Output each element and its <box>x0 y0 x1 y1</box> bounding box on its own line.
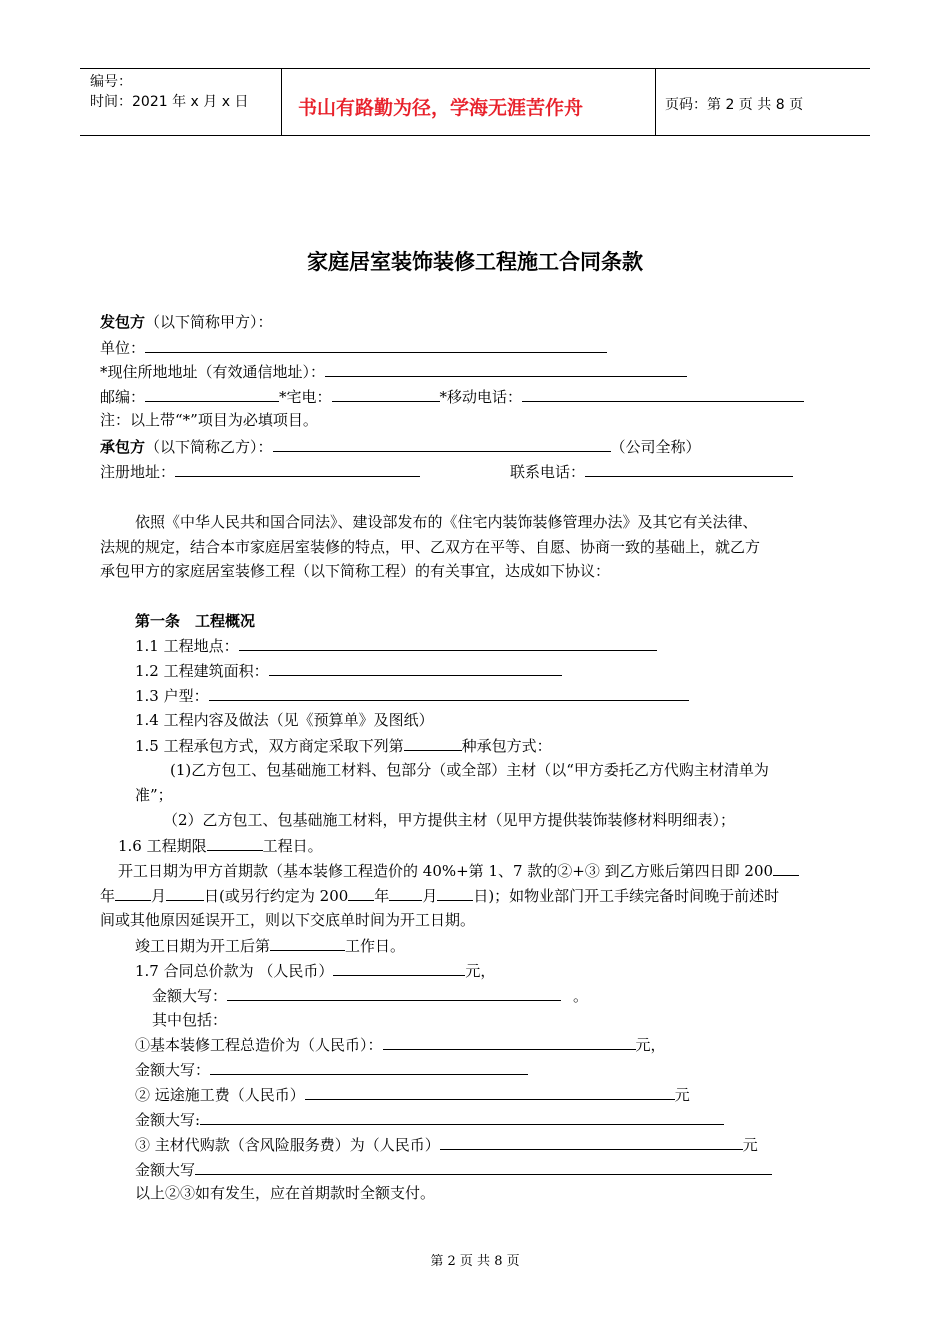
article-1-heading: 第一条 工程概况 <box>135 612 256 630</box>
alt-year-field[interactable] <box>348 885 374 901</box>
completion-line <box>135 935 405 956</box>
option-1-line-1: (1)乙方包工、包基础施工材料、包部分（或全部）主材（以“甲方委托乙方代购主材清单为 <box>170 761 769 779</box>
sub-item-1-words <box>135 1059 528 1080</box>
item-1-6-suffix: 工程日。 <box>262 837 323 855</box>
closing-note: 以上②③如有发生，应在首期款时全额支付。 <box>135 1184 436 1202</box>
start-month-field[interactable] <box>115 885 151 901</box>
item-1-7-suffix: 元， <box>465 962 496 980</box>
option-2: （2）乙方包工、包基础施工材料，甲方提供主材（见甲方提供装饰装修材料明细表）； <box>163 811 736 829</box>
sub-item-2 <box>135 1084 690 1105</box>
item-1-3 <box>135 685 689 706</box>
sub-item-3-words <box>135 1159 772 1180</box>
item-1-6-label: 1.6 工程期限 <box>118 837 207 855</box>
item-1-3-label: 1.3 户型： <box>135 687 209 705</box>
amount-words-field[interactable] <box>227 985 561 1001</box>
alt-month-suffix: 月 <box>422 887 438 905</box>
contract-method-field[interactable] <box>404 735 462 751</box>
item-1-1-label: 1.1 工程地点： <box>135 637 239 655</box>
amount-words-line <box>152 985 588 1006</box>
party-b-label-suffix: （以下简称乙方）： <box>145 438 273 456</box>
start-month-suffix: 月 <box>151 887 167 905</box>
item-1-1 <box>135 635 657 656</box>
intro-line-2: 法规的规定，结合本市家庭居室装修的特点，甲、乙双方在平等、自愿、协商一致的基础上，就乙方 <box>100 538 761 556</box>
item-1-5-label: 1.5 工程承包方式，双方商定采取下列第 <box>135 737 404 755</box>
sub-item-2-words-label: 金额大写: <box>135 1111 201 1129</box>
start-date-line-3: 间或其他原因延误开工，则以下交底单时间为开工日期。 <box>100 911 476 929</box>
start-date-line-2 <box>100 885 779 906</box>
page-footer: 第 2 页 共 8 页 <box>430 1254 520 1269</box>
sub-item-1-words-label: 金额大写： <box>135 1061 211 1079</box>
sub-item-3 <box>135 1134 758 1155</box>
alt-month-field[interactable] <box>389 885 422 901</box>
mobile-label: *移动电话： <box>439 388 523 406</box>
unit-label: 单位： <box>100 339 146 357</box>
unit-field[interactable] <box>145 337 607 353</box>
amount-words-label: 金额大写： <box>152 987 228 1005</box>
sub-item-3-label: ③ 主材代购款（含风险服务费）为（人民币） <box>135 1136 440 1154</box>
home-phone-label: *宅电： <box>279 388 332 406</box>
sub-item-2-words <box>135 1109 724 1130</box>
sub-item-1-suffix: 元， <box>635 1036 666 1054</box>
unit-line <box>100 337 607 358</box>
party-b-line <box>100 436 701 457</box>
party-b-label: 承包方 <box>100 438 146 456</box>
sub-item-2-suffix: 元 <box>674 1086 690 1104</box>
party-a-label: 发包方 <box>100 313 146 331</box>
contact-phone-line <box>510 461 793 482</box>
including-label: 其中包括： <box>152 1011 228 1029</box>
header-motto: 书山有路勤为径，学海无涯苦作舟 <box>298 97 584 119</box>
start-date-text-1: 开工日期为甲方首期款（基本装修工程造价的 40%+第 1、7 款的②+③ 到乙方账后第四日即 200 <box>118 862 774 880</box>
address-field[interactable] <box>325 361 687 377</box>
sub-item-3-words-label: 金额大写 <box>135 1161 196 1179</box>
sub-item-1 <box>135 1034 666 1055</box>
item-1-5-suffix: 种承包方式： <box>461 737 552 755</box>
zip-label: 邮编： <box>100 388 146 406</box>
party-a-label-suffix: （以下简称甲方）： <box>145 313 273 331</box>
reg-address-field[interactable] <box>175 461 420 477</box>
start-year-field[interactable] <box>773 860 799 876</box>
completion-suffix: 工作日。 <box>345 937 406 955</box>
option-1-line-2: 准”； <box>135 786 173 804</box>
total-price-field[interactable] <box>333 960 465 976</box>
sub-item-2-label: ② 远途施工费（人民币） <box>135 1086 305 1104</box>
start-year-suffix: 年 <box>100 887 116 905</box>
alt-year-suffix: 年 <box>374 887 390 905</box>
reg-address-label: 注册地址： <box>100 463 176 481</box>
start-day-field[interactable] <box>166 885 204 901</box>
address-label: *现住所地地址（有效通信地址）： <box>100 363 326 381</box>
header-page-info: 页码：第 2 页 共 8 页 <box>665 97 804 113</box>
sub-item-3-suffix: 元 <box>742 1136 758 1154</box>
home-phone-field[interactable] <box>332 386 440 402</box>
amount-words-end: 。 <box>573 987 589 1005</box>
party-b-name-field[interactable] <box>273 436 611 452</box>
completion-days-field[interactable] <box>270 935 345 951</box>
header-number-label: 编号： <box>90 74 132 90</box>
start-date-rest: 日)；如物业部门开工手续完备时间晚于前述时 <box>473 887 780 905</box>
travel-fee-words-field[interactable] <box>200 1109 724 1125</box>
header-time: 时间：2021 年 x 月 x 日 <box>90 94 249 110</box>
contact-line <box>100 386 804 407</box>
mobile-field[interactable] <box>522 386 804 402</box>
sub-item-1-label: ①基本装修工程总造价为（人民币）： <box>135 1036 383 1054</box>
item-1-4: 1.4 工程内容及做法（见《预算单》及图纸） <box>135 711 434 729</box>
zip-field[interactable] <box>145 386 279 402</box>
travel-fee-field[interactable] <box>305 1084 675 1100</box>
alt-start-text: 日(或另行约定为 200 <box>204 887 349 905</box>
material-fee-field[interactable] <box>440 1134 743 1150</box>
base-cost-words-field[interactable] <box>210 1059 528 1075</box>
alt-day-field[interactable] <box>437 885 473 901</box>
document-title: 家庭居室装饰装修工程施工合同条款 <box>307 249 643 274</box>
item-1-2 <box>135 660 562 681</box>
party-a-line <box>100 312 273 332</box>
item-1-6 <box>118 835 323 856</box>
intro-line-1: 依照《中华人民共和国合同法》、建设部发布的《住宅内装饰装修管理办法》及其它有关法律、 <box>135 513 758 531</box>
completion-label: 竣工日期为开工后第 <box>135 937 271 955</box>
party-b-full-name-note: （公司全称） <box>610 438 701 456</box>
material-fee-words-field[interactable] <box>195 1159 772 1175</box>
item-1-5 <box>135 735 552 756</box>
contact-phone-label: 联系电话： <box>510 463 586 481</box>
required-note: 注：以上带“*”项目为必填项目。 <box>100 411 318 429</box>
contact-phone-field[interactable] <box>585 461 793 477</box>
item-1-7 <box>135 960 495 981</box>
intro-line-3: 承包甲方的家庭居室装修工程（以下简称工程）的有关事宜，达成如下协议： <box>100 562 611 580</box>
address-line <box>100 361 687 382</box>
duration-field[interactable] <box>207 835 263 851</box>
unit-type-field[interactable] <box>209 685 689 701</box>
base-cost-field[interactable] <box>383 1034 636 1050</box>
start-date-line-1 <box>118 860 799 881</box>
site-field[interactable] <box>239 635 657 651</box>
item-1-7-label: 1.7 合同总价款为 （人民币） <box>135 962 334 980</box>
area-field[interactable] <box>269 660 562 676</box>
item-1-2-label: 1.2 工程建筑面积： <box>135 662 269 680</box>
reg-address-line <box>100 461 420 482</box>
